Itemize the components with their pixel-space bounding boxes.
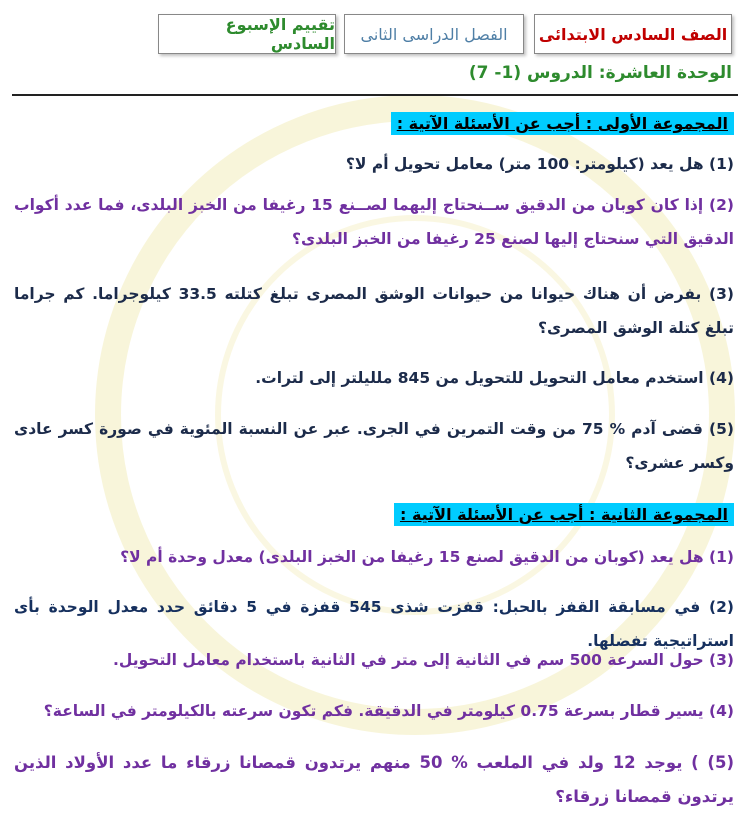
evaluation-box: تقييم الإسبوع السادس [158, 14, 336, 54]
group2-question-1: (1) هل يعد (كوبان من الدقيق لصنع 15 رغيفا من الخبز البلدى) معدل وحدة أم لا؟ [120, 548, 734, 566]
group2-heading: المجموعة الثانية : أجب عن الأسئلة الآتية : [394, 503, 734, 526]
group2-question-5: (5) ) يوجد 12 ولد في الملعب % 50 منهم يرتدون قمصانا زرقاء ما عدد الأولاد الذين يرتدون قمصانا زرقاء؟ [14, 753, 735, 806]
unit-title: الوحدة العاشرة: الدروس (1- 7) [468, 63, 732, 83]
group2-question-2: (2) في مسابقة القفز بالحبل: قفزت شذى 545 قفزة في 5 دقائق حدد معدل الوحدة بأى استراتيجية تفضلها. [14, 598, 734, 650]
grade-box: الصف السادس الابتدائى [534, 14, 732, 54]
term-box: الفصل الدراسى الثانى [344, 14, 524, 54]
group1-heading: المجموعة الأولى : أجب عن الأسئلة الآتية : [391, 112, 734, 135]
group1-question-5: (5) قضى آدم % 75 من وقت التمرين في الجرى. عبر عن النسبة المئوية في صورة كسر عادى وكسر عشرى؟ [14, 420, 734, 472]
group1-question-1: (1) هل يعد (كيلومتر: 100 متر) معامل تحويل أم لا؟ [345, 155, 734, 173]
group2-question-4: (4) يسير قطار بسرعة 0.75 كيلومتر في الدقيقة. فكم تكون سرعته بالكيلومتر في الساعة؟ [43, 702, 734, 720]
group1-question-2: (2) إذا كان كوبان من الدقيق ســنحتاج إليهما لصــنع 15 رغيفا من الخبز البلدى، فما عدد أكواب الدقيق التي سنحتاج إليها لصنع 25 رغيفا من الخبز البلدى؟ [14, 196, 735, 248]
group2-question-3: (3) حول السرعة 500 سم في الثانية إلى متر في الثانية باستخدام معامل التحويل. [113, 651, 734, 669]
divider-line [12, 94, 738, 96]
group1-question-4: (4) استخدم معامل التحويل للتحويل من 845 ملليلتر إلى لترات. [255, 369, 734, 387]
group1-question-3: (3) بفرض أن هناك حيوانا من حيوانات الوشق المصرى تبلغ كتلته 33.5 كيلوجراما. كم جراما تبلغ كتلة الوشق المصرى؟ [14, 285, 735, 337]
